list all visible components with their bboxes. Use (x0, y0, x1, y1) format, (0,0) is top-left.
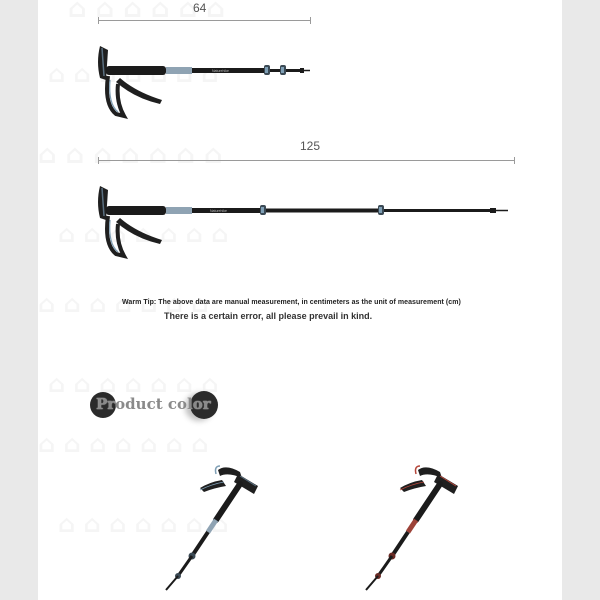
long-length-label: 125 (300, 139, 321, 153)
measurement-error-note: There is a certain error, all please prevail in kind. (164, 311, 373, 321)
warm-tip-text: Warm Tip: The above data are manual measurement, in centimeters as the unit of measurement (cm) (122, 299, 461, 306)
dimension-tick (310, 17, 311, 24)
dimension-tick (98, 157, 99, 164)
svg-text:Naturehike: Naturehike (210, 209, 227, 213)
product-color-label: Product color (96, 395, 211, 413)
trekking-pole-red-icon (330, 460, 470, 595)
watermark (38, 430, 208, 458)
product-detail-page (38, 0, 562, 600)
short-length-dimension-line (98, 20, 310, 21)
trekking-pole-extended-icon (94, 180, 518, 260)
watermark (38, 140, 223, 170)
trekking-pole-blue-icon (130, 460, 270, 595)
product-color-heading (90, 391, 218, 419)
dimension-tick (514, 157, 515, 164)
svg-text:Naturehike: Naturehike (212, 69, 229, 73)
dimension-tick (98, 17, 99, 24)
trekking-pole-collapsed-icon (94, 40, 314, 120)
long-length-dimension-line (98, 160, 514, 161)
short-length-label: 64 (193, 1, 207, 15)
